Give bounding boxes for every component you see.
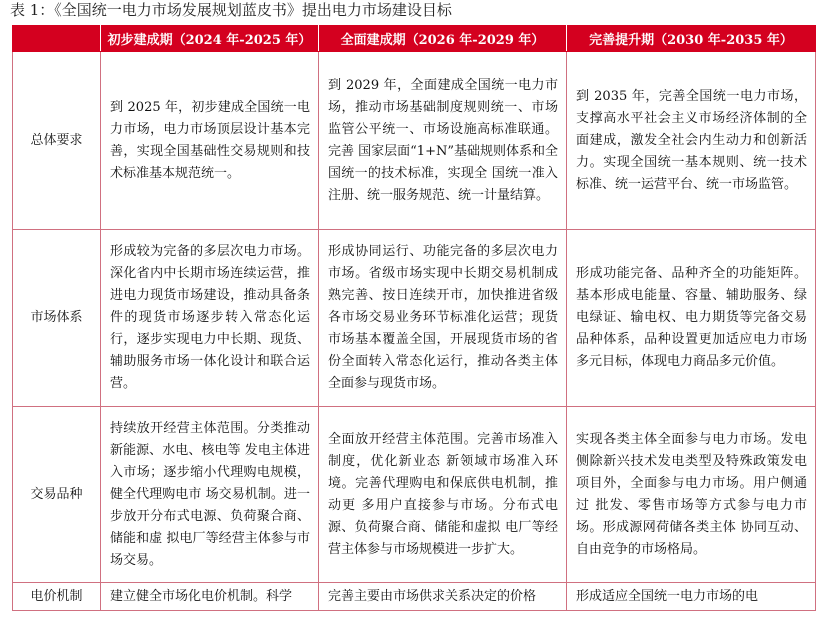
cell-overall-initial: 到 2025 年，初步建成全国统一电力市场，电力市场顶层设计基本完善，实现全国基础性交易规则和技术标准基本规范统一。 (101, 52, 319, 230)
cell-pricing-improve (567, 583, 816, 611)
header-blank (13, 26, 101, 52)
pricing-initial-text: 建立健全市场化电价机制。科学 (110, 589, 293, 604)
cell-trading-full: 全面放开经营主体范围。完善市场准入制度，优化新业态 新领域市场准入环境。完善代理购电和保底供电机制，推动更 多用户直接参与市场。分布式电源、负荷聚合商、储能和虚拟 电厂等经营主体参与市场规模进一步扩大。 (319, 407, 567, 583)
targets-table (12, 25, 816, 611)
table-header-row (13, 26, 816, 52)
table-row (13, 230, 816, 407)
pricing-label-text: 电价机制 (30, 589, 83, 604)
header-phase-initial: 初步建成期（2024 年-2025 年） (101, 26, 319, 52)
cell-trading-initial: 持续放开经营主体范围。分类推动新能源、水电、核电等 发电主体进入市场；逐步缩小代理购电规模，健全代理购电市 场交易机制。进一步放开分布式电源、负荷聚合商、储能和虚 拟电厂等经营主体参与市场交易。 (101, 407, 319, 583)
header-phase-improve: 完善提升期（2030 年-2035 年） (567, 26, 816, 52)
row-label-trading-varieties: 交易品种 (13, 407, 101, 583)
cell-pricing-initial (101, 583, 319, 611)
cell-trading-improve: 实现各类主体全面参与电力市场。发电侧除新兴技术发电类型及特殊政策发电项目外，全面参与电力市场。用户侧通过 批发、零售市场等方式参与电力市场。形成源网荷储各类主体 协同互动、自由竞争的市场格局。 (567, 407, 816, 583)
table-caption: 表 1：《全国统一电力市场发展规划蓝皮书》提出电力市场建设目标 (10, 1, 452, 19)
cell-market-full: 形成协同运行、功能完备的多层次电力市场。省级市场实现中长期交易机制成熟完善、按日连续开市，加快推进省级各市场交易业务环节标准化运营；现货市场基本覆盖全国，开展现货市场的省份全面转入常态化运行，推动各类主体全面参与现货市场。 (319, 230, 567, 407)
row-label-overall: 总体要求 (13, 52, 101, 230)
pricing-improve-text: 形成适应全国统一电力市场的电 (576, 589, 759, 604)
cell-overall-improve: 到 2035 年，完善全国统一电力市场，支撑高水平社会主义市场经济体制的全面建成，激发全社会内生动力和创新活力。实现全国统一基本规则、统一技术标准、统一运营平台、统一市场监管。 (567, 52, 816, 230)
table-row (13, 407, 816, 583)
row-label-pricing (13, 583, 101, 611)
cell-pricing-full (319, 583, 567, 611)
pricing-full-text: 完善主要由市场供求关系决定的价格 (328, 589, 537, 604)
row-label-market-system: 市场体系 (13, 230, 101, 407)
cell-overall-full: 到 2029 年，全面建成全国统一电力市场，推动市场基础制度规则统一、市场监管公平统一、市场设施高标准联通。完善 国家层面“1+N”基础规则体系和全国统一的技术标准，实现全 国统一准入注册、统一服务规范、统一计量结算。 (319, 52, 567, 230)
table-row (13, 583, 816, 611)
cell-market-initial: 形成较为完备的多层次电力市场。深化省内中长期市场连续运营，推进电力现货市场建设，推动具备条件的现货市场逐步转入常态化运行，逐步实现电力中长期、现货、辅助服务市场一体化设计和联合运营。 (101, 230, 319, 407)
header-phase-full: 全面建成期（2026 年-2029 年） (319, 26, 567, 52)
table-row (13, 52, 816, 230)
cell-market-improve: 形成功能完备、品种齐全的功能矩阵。基本形成电能量、容量、辅助服务、绿电绿证、输电权、电力期货等完备交易品种体系，品种设置更加适应电力市场多元目标，体现电力商品多元价值。 (567, 230, 816, 407)
